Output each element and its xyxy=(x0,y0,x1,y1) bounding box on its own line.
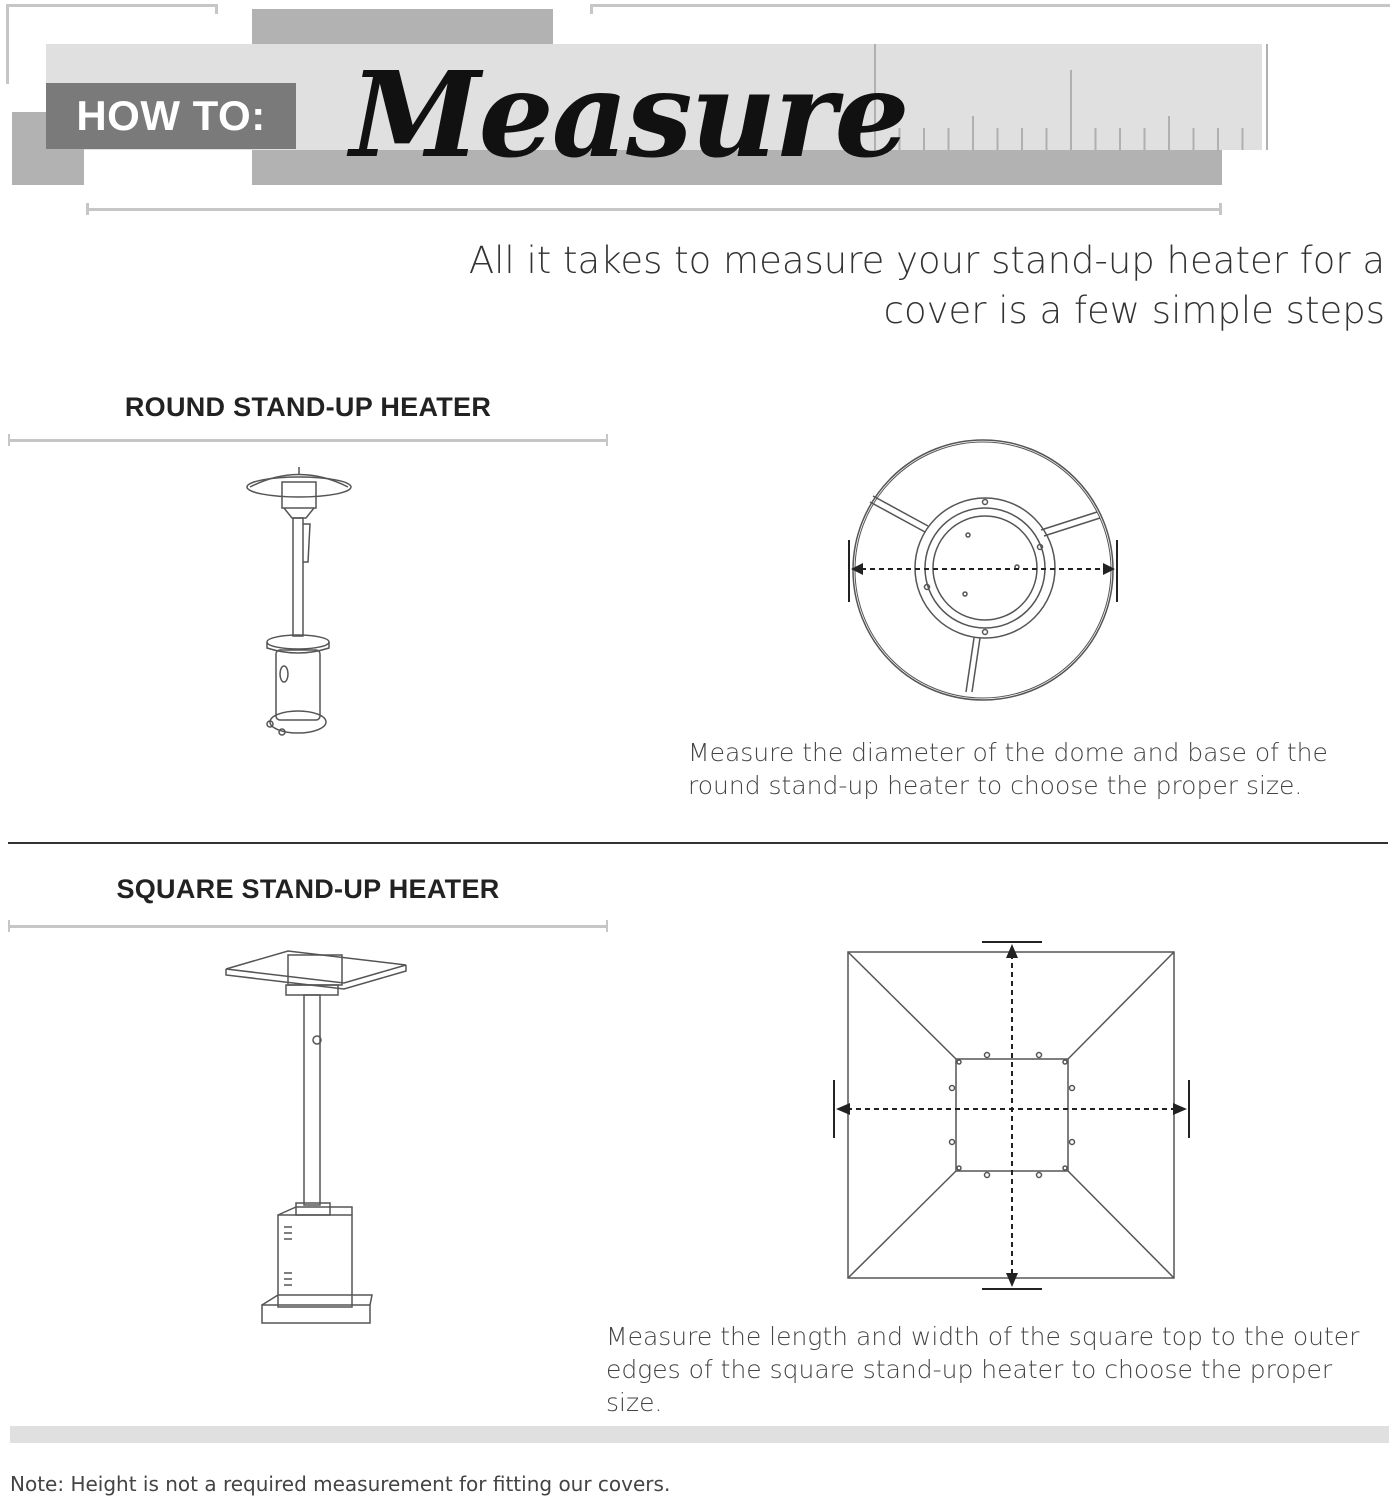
round-underline-tick-left xyxy=(8,434,10,446)
banner-rule-bottom xyxy=(86,208,1222,211)
intro-text: All it takes to measure your stand-up heater for a cover is a few simple steps xyxy=(468,239,1385,332)
page-title: Measure xyxy=(350,45,908,184)
round-heater-heading: ROUND STAND-UP HEATER xyxy=(124,392,492,422)
square-heading-underline xyxy=(8,925,608,928)
round-heater-icon xyxy=(240,462,360,742)
square-heater-heading: SQUARE STAND-UP HEATER xyxy=(116,874,500,904)
section-divider xyxy=(8,842,1388,844)
square-underline-tick-right xyxy=(606,920,608,932)
square-top-diagram xyxy=(825,938,1205,1298)
how-to-badge: HOW TO: xyxy=(46,83,296,149)
footer-bar xyxy=(10,1426,1389,1443)
square-heater-description: Measure the length and width of the square top to the outer edges of the square stand-up heater to choose the proper size. xyxy=(606,1322,1360,1417)
banner-rule-top-right xyxy=(590,4,1390,7)
round-heater-description: Measure the diameter of the dome and base of the round stand-up heater to choose the proper size. xyxy=(688,738,1328,800)
ruler-icon xyxy=(870,42,1270,152)
banner-block-top xyxy=(252,9,553,44)
round-dome-diagram xyxy=(835,432,1135,712)
banner-rule-bottom-tick-left xyxy=(86,203,89,215)
square-underline-tick-left xyxy=(8,920,10,932)
square-heater-icon xyxy=(222,945,422,1335)
round-heading-underline xyxy=(8,439,608,442)
banner-rule-left-vertical xyxy=(6,4,9,84)
banner-rule-top-left xyxy=(6,4,218,7)
footnote: Note: Height is not a required measurement for fitting our covers. xyxy=(10,1472,671,1496)
round-underline-tick-right xyxy=(606,434,608,446)
banner-rule-tick-left xyxy=(215,4,218,14)
banner-rule-tick-right xyxy=(590,4,593,14)
banner-rule-bottom-tick-right xyxy=(1219,203,1222,215)
